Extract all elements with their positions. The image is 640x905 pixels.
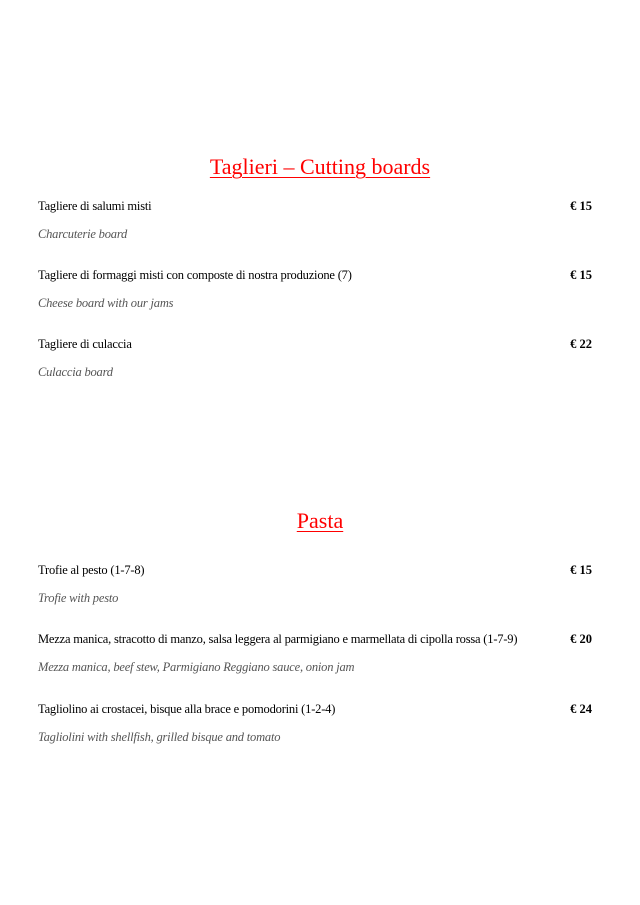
item-description: Charcuterie board	[38, 227, 128, 241]
item-price: € 22	[570, 337, 592, 351]
item-price: € 15	[570, 199, 592, 213]
item-description: Trofie with pesto	[38, 591, 119, 605]
item-description: Culaccia board	[38, 365, 113, 379]
item-price: € 20	[570, 632, 592, 646]
item-description: Tagliolini with shellfish, grilled bisque and tomato	[38, 730, 281, 744]
item-description: Mezza manica, beef stew, Parmigiano Reggiano sauce, onion jam	[38, 660, 355, 674]
item-price: € 15	[570, 563, 592, 577]
menu-item	[38, 199, 592, 259]
menu-item	[38, 337, 592, 397]
item-name: Mezza manica, stracotto di manzo, salsa leggera al parmigiano e marmellata di cipolla rossa (1-7-9)	[38, 632, 518, 646]
item-name: Trofie al pesto (1-7-8)	[38, 563, 145, 577]
item-description: Cheese board with our jams	[38, 296, 174, 310]
menu-item	[38, 268, 592, 328]
item-price: € 24	[570, 702, 592, 716]
menu-item	[38, 632, 592, 692]
menu-item	[38, 563, 592, 623]
section-title-pasta: Pasta	[296, 508, 344, 533]
item-name: Tagliere di culaccia	[38, 337, 132, 351]
section-title-taglieri: Taglieri – Cutting boards	[209, 154, 431, 179]
item-name: Tagliolino ai crostacei, bisque alla brace e pomodorini (1-2-4)	[38, 702, 336, 716]
item-price: € 15	[570, 268, 592, 282]
item-name: Tagliere di formaggi misti con composte di nostra produzione (7)	[38, 268, 352, 282]
item-name: Tagliere di salumi misti	[38, 199, 152, 213]
menu-item	[38, 702, 592, 762]
